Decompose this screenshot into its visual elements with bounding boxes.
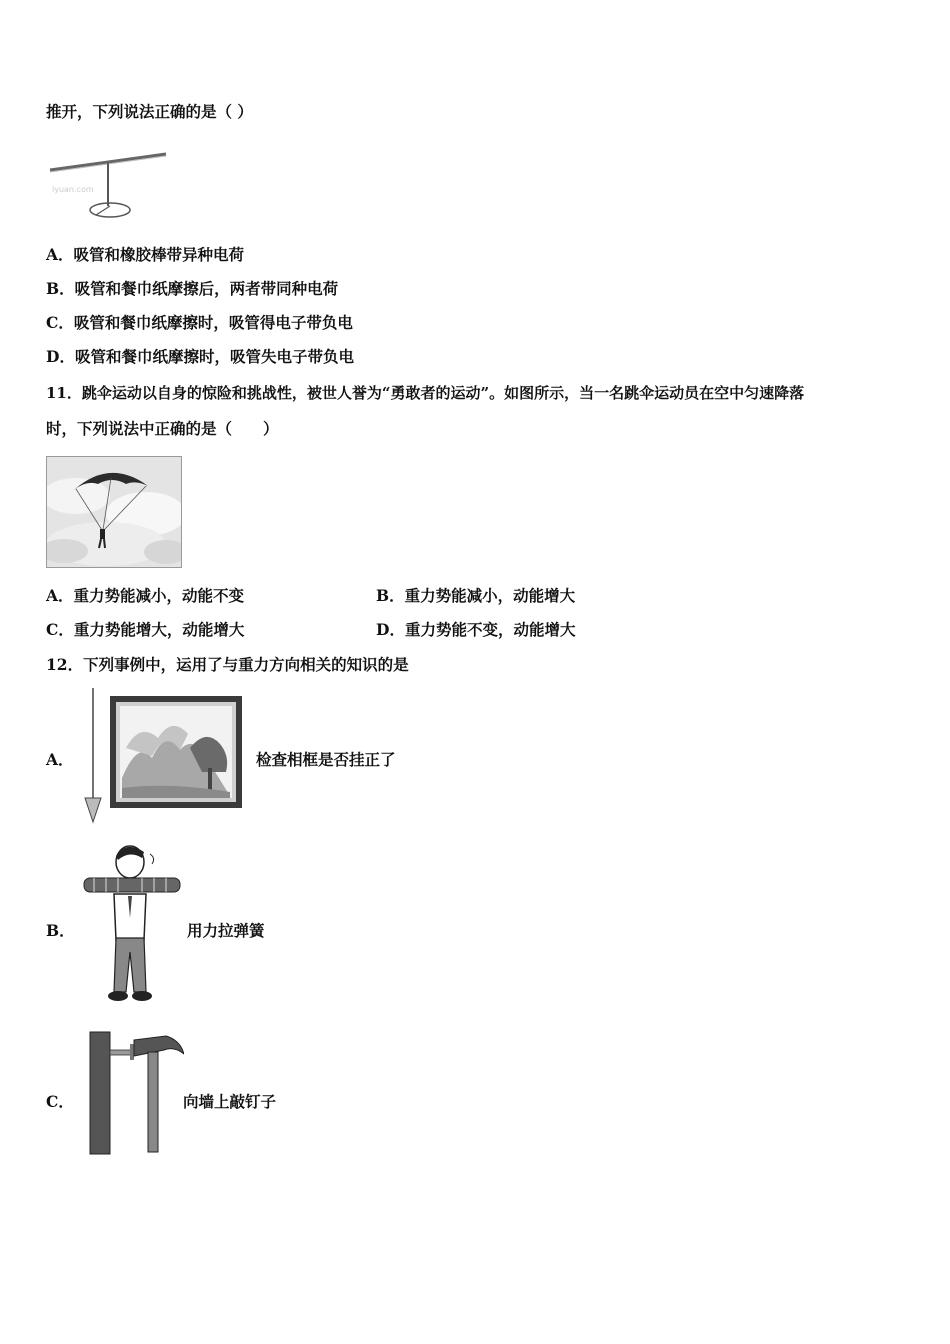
q11-option-d: D．重力势能不变，动能增大 <box>376 620 576 639</box>
q12-item-a-letter: A． <box>46 750 74 769</box>
man-stretching-spring-figure <box>80 842 186 1006</box>
q12-item-c-letter: C． <box>46 1092 74 1111</box>
q11-stem-line2: 时，下列说法中正确的是（ ） <box>46 419 279 438</box>
q12-stem: 12．下列事例中，运用了与重力方向相关的知识的是 <box>46 655 409 674</box>
q12-item-b-caption: 用力拉弹簧 <box>187 921 265 940</box>
q12-item-a-caption: 检查相框是否挂正了 <box>256 750 396 769</box>
q12-item-c-caption: 向墙上敲钉子 <box>183 1092 277 1111</box>
q11-option-c: C．重力势能增大，动能增大 <box>46 620 245 639</box>
q10-option-d: D．吸管和餐巾纸摩擦时，吸管失电子带负电 <box>46 347 354 366</box>
q11-stem-line1: 11．跳伞运动以自身的惊险和挑战性，被世人誉为“勇敢者的运动”。如图所示，当一名跳伞运动员在空中匀速降落 <box>46 384 805 402</box>
plumb-line-picture-frame-figure <box>80 688 248 826</box>
straw-on-stand-figure <box>46 148 171 220</box>
q11-option-b: B．重力势能减小，动能增大 <box>376 586 576 605</box>
q12-item-b-letter: B． <box>46 921 75 940</box>
q10-stem-tail: 推开，下列说法正确的是（ ） <box>46 102 253 121</box>
q10-option-c: C．吸管和餐巾纸摩擦时，吸管得电子带负电 <box>46 313 353 332</box>
q10-option-a: A．吸管和橡胶棒带异种电荷 <box>46 245 245 264</box>
svg-text:lyuan.com: lyuan.com <box>52 185 94 194</box>
hammer-nail-wall-figure <box>88 1030 184 1156</box>
parachutist-figure <box>46 456 182 568</box>
q10-option-b: B．吸管和餐巾纸摩擦后，两者带同种电荷 <box>46 279 339 298</box>
q11-option-a: A．重力势能减小，动能不变 <box>46 586 245 605</box>
